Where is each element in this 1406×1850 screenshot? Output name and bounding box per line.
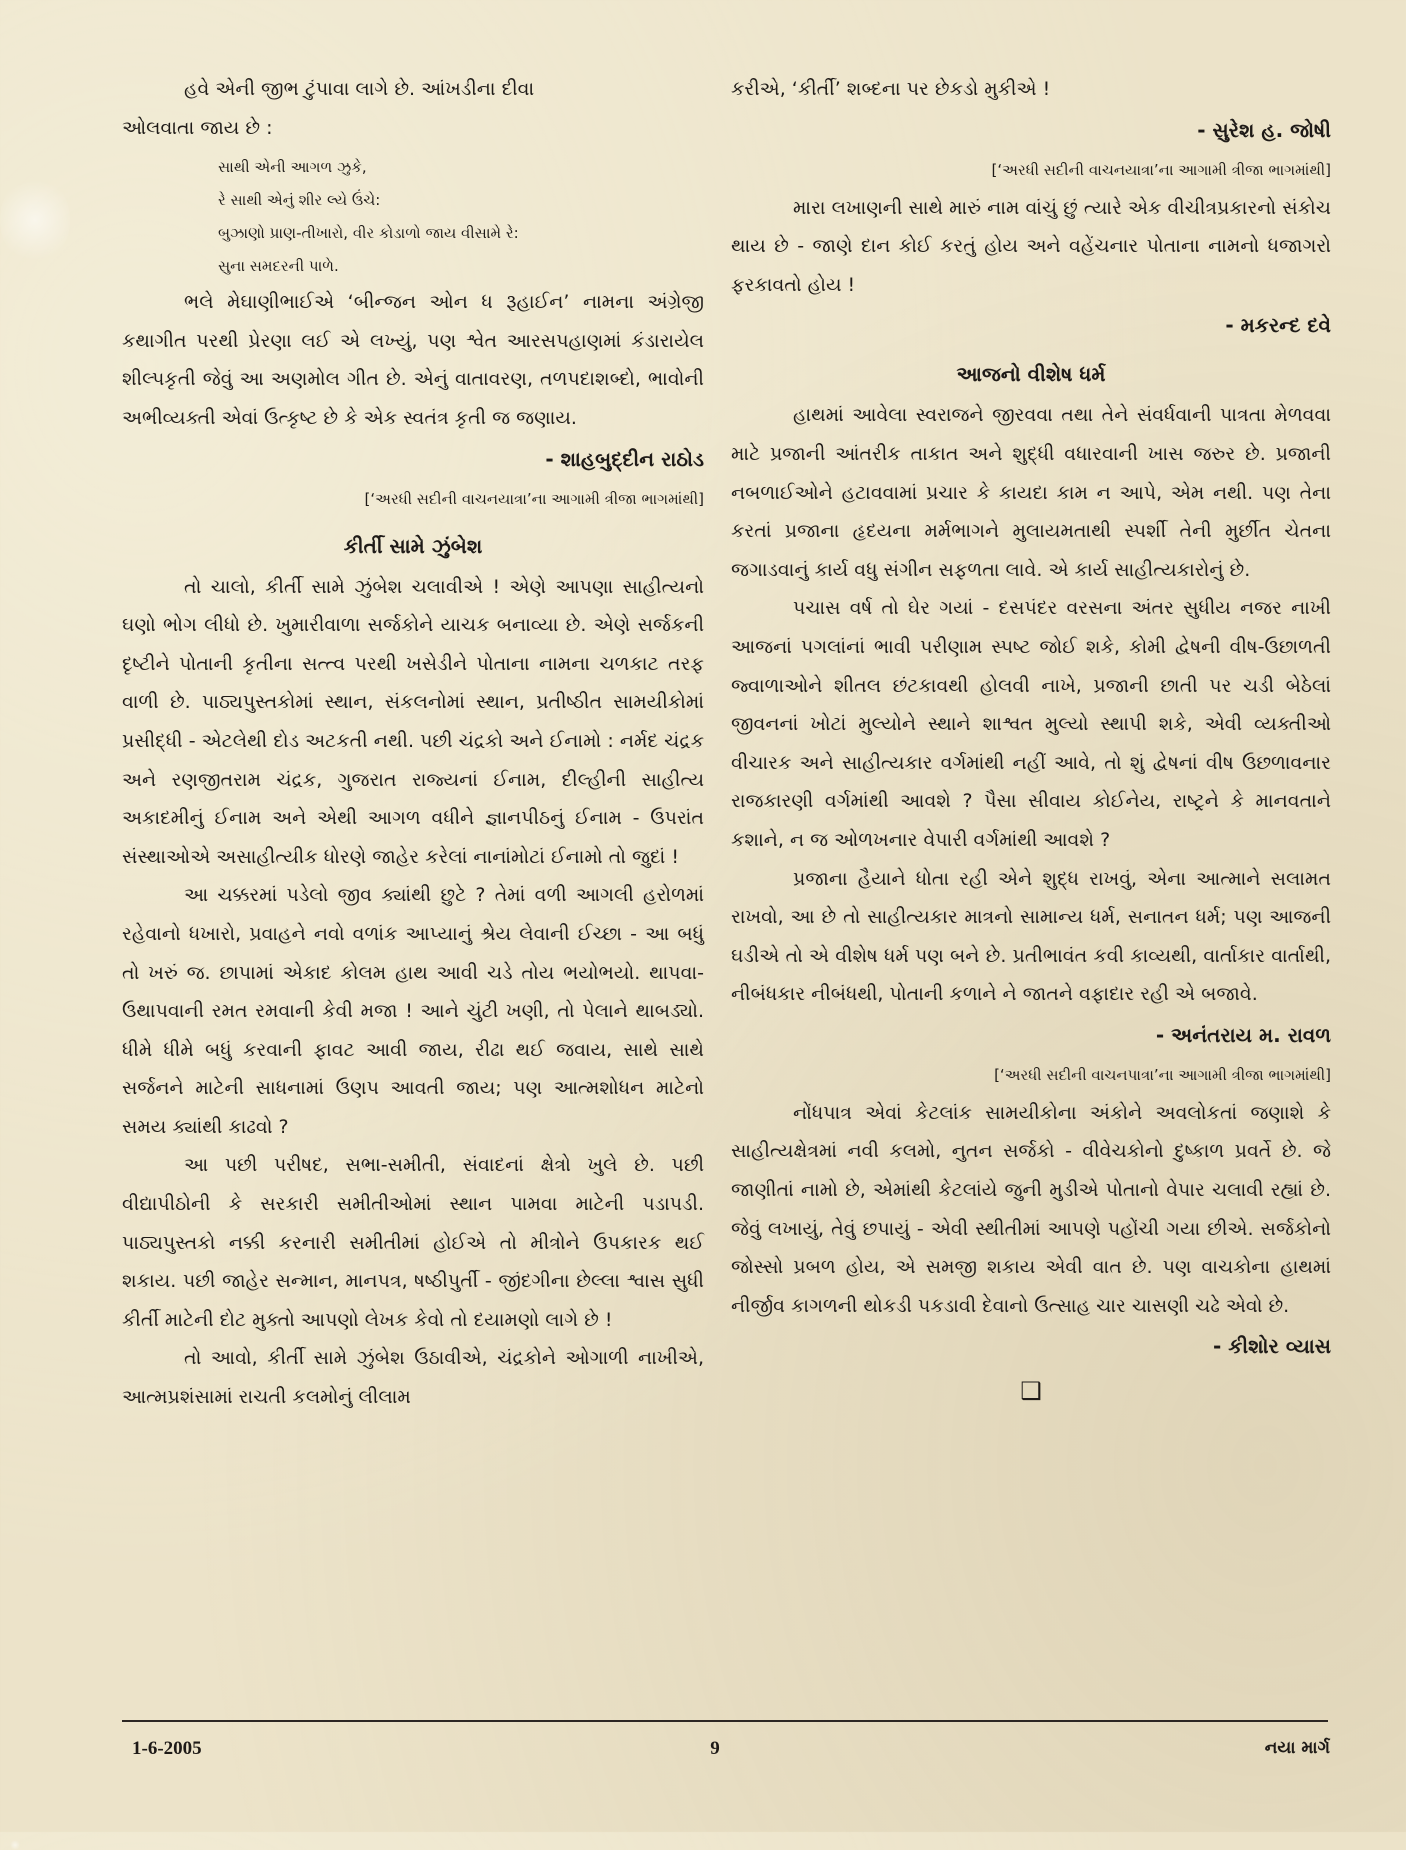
author-signature: - કીશોર વ્યાસ — [1213, 1334, 1331, 1359]
author-signature: - શાહબુદ્દીન રાઠોડ — [545, 446, 704, 471]
footer-date: 1-6-2005 — [132, 1738, 202, 1759]
poem-block — [218, 151, 704, 283]
paragraph: મારા લખાણની સાથે મારું નામ વાંચું છું ત્યારે એક વીચીત્રપ્રકારનો સંકોચ થાય છે - જાણે દાન કોઈ કરતું હોય અને વહેંચનાર પોતાના નામનો ધજાગરો ફરકાવતો હોય ! — [731, 196, 1331, 296]
poem-line: સુના સમદરની પાળે. — [218, 257, 339, 276]
end-mark-icon: ❑ — [1020, 1377, 1042, 1406]
author-signature: - મકરન્દ દવે — [1225, 313, 1331, 338]
author-signature: - સુરેશ હ. જોષી — [1197, 117, 1331, 142]
poem-line: બુઝાણો પ્રાણ-તીખારો, વીર કોડાળો જાય વીસામે રે: — [218, 224, 519, 243]
source-note: [‘અરધી સદીની વાચનયાત્રા’ના આગામી ત્રીજા ભાગમાંથી] — [991, 160, 1331, 179]
right-column — [731, 70, 1331, 1409]
paragraph: નોંધપાત્ર એવાં કેટલાંક સામયીકોના અંકોને અવલોકતાં જણાશે કે સાહીત્યક્ષેત્રમાં નવી કલમો, નુતન સર્જકો - વીવેચકોનો દુષ્કાળ પ્રવર્તે છે. જે જાણીતાં નામો છે, એમાંથી કેટલાંયે જુની મુડીએ પોતાનો વેપાર ચલાવી રહ્યાં છે. જેવું લખાયું, તેવું છપાયું - એવી સ્થીતીમાં આપણે પહોંચી ગયા છીએ. સર્જકોનો જોસ્સો પ્રબળ હોય, એ સમજી શકાય એવી વાત છે. પણ વાચકોના હાથમાં નીર્જીવ કાગળની થોકડી પકડાવી દેવાનો ઉત્સાહ ચાર ચાસણી ચઢે એવો છે. — [731, 1101, 1331, 1317]
paragraph: હાથમાં આવેલા સ્વરાજને જીરવવા તથા તેને સંવર્ધવાની પાત્રતા મેળવવા માટે પ્રજાની આંતરીક તાકાત અને શુદ્ધી વધારવાની ખાસ જરુર છે. પ્રજાની નબળાઈઓને હટાવવામાં પ્રચાર કે કાયદા કામ ન આપે, એમ નથી. પણ તેના કરતાં પ્રજાના હૃદયના મર્મભાગને મુલાયમતાથી સ્પર્શી તેની મુર્છીત ચેતના જગાડવાનું કાર્ય વધુ સંગીન સફળતા લાવે. એ કાર્ય સાહીત્યકારોનું છે. — [731, 404, 1331, 581]
paper-stain — [0, 175, 70, 265]
left-column — [122, 70, 704, 1417]
source-note: [‘અરધી સદીની વાચનપાત્રા’ના આગામી ત્રીજા ભાગમાંથી] — [994, 1065, 1331, 1084]
section-title: કીર્તી સામે ઝુંબેશ — [343, 533, 483, 558]
page-number: 9 — [710, 1738, 720, 1759]
paragraph: તો આવો, કીર્તી સામે ઝુંબેશ ઉઠાવીએ, ચંદ્રકોને ઓગાળી નાખીએ, આત્મપ્રશંસામાં રાચતી કલમોનું લીલામ — [122, 1347, 704, 1409]
intro-line: ઓલવાતા જાય છે : — [122, 116, 273, 139]
source-note: [‘અરધી સદીની વાચનયાત્રા’ના આગામી ત્રીજા ભાગમાંથી] — [364, 489, 704, 508]
paragraph: પ્રજાના હૈયાને ધોતા રહી એને શુદ્ધ રાખવું, એના આત્માને સલામત રાખવો, આ છે તો સાહીત્યકાર માત્રનો સામાન્ય ધર્મ, સનાતન ધર્મ; પણ આજની ઘડીએ તો એ વીશેષ ધર્મ પણ બને છે. પ્રતીભાવંત કવી કાવ્યથી, વાર્તાકાર વાર્તાથી, નીબંધકાર નીબંધથી, પોતાની કળાને ને જાતને વફાદાર રહી એ બજાવે. — [731, 867, 1331, 1006]
poem-line: રે સાથી એનું શીર લ્યે ઉંચે: — [218, 191, 381, 210]
magazine-name: નયા માર્ગ — [1264, 1738, 1330, 1758]
paragraph: આ ચક્કરમાં પડેલો જીવ ક્યાંથી છુટે ? તેમાં વળી આગલી હરોળમાં રહેવાનો ધખારો, પ્રવાહને નવો વળાંક આપ્યાનું શ્રેય લેવાની ઈચ્છા - આ બધું તો ખરું જ. છાપામાં એકાદ કોલમ હાથ આવી ચડે તોય ભયોભયો. થાપવા-ઉથાપવાની રમત રમવાની કેવી મજા ! આને ચુંટી ખણી, તો પેલાને થાબડ્યો. ધીમે ધીમે બધું કરવાની ફાવટ આવી જાય, રીઢા થઈ જવાય, સાથે સાથે સર્જનને માટેની સાધનામાં ઉણપ આવતી જાય; પણ આત્મશોધન માટેનો સમય ક્યાંથી કાઢવો ? — [122, 884, 704, 1138]
footer-rule — [122, 1720, 1328, 1722]
section-title: આજનો વીશેષ ધર્મ — [956, 362, 1106, 387]
author-signature: - અનંતરાય મ. રાવળ — [1155, 1022, 1331, 1047]
paragraph: પચાસ વર્ષ તો ઘેર ગયાં - દસપંદર વરસના અંતર સુધીય નજર નાખી આજનાં પગલાંનાં ભાવી પરીણામ સ્પષ્ટ જોઈ શકે, કોમી દ્વેષની વીષ-ઉછાળતી જ્વાળાઓને શીતલ છંટકાવથી હોલવી નાખે, પ્રજાની છાતી પર ચડી બેઠેલાં જીવનનાં ખોટાં મુલ્યોને સ્થાને શાશ્વત મુલ્યો સ્થાપી શકે, એવી વ્યક્તીઓ વીચારક અને સાહીત્યકાર વર્ગમાંથી નહીં આવે, તો શું દ્વેષનાં વીષ ઉછળાવનાર રાજકારણી વર્ગમાંથી આવશે ? પૈસા સીવાય કોઈનેય, રાષ્ટ્રને કે માનવતાને કશાને, ન જ ઓળખનાર વેપારી વર્ગમાંથી આવશે ? — [731, 597, 1331, 851]
continued-line: કરીએ, ‘કીર્તી’ શબ્દના પર છેકડો મુકીએ ! — [731, 78, 1051, 100]
poem-line: સાથી એની આગળ ઝુકે, — [218, 158, 367, 177]
paper-stain — [10, 1840, 20, 1850]
paragraph: ભલે મેઘાણીભાઈએ ‘બીન્જન ઓન ધ રૂહાઈન’ નામના અંગ્રેજી કથાગીત પરથી પ્રેરણા લઈ એ લખ્યું, પણ શ્વેત આરસપહાણમાં કંડારાયેલ શીલ્પકૃતી જેવું આ અણમોલ ગીત છે. એનું વાતાવરણ, તળપદાશબ્દો, ભાવોની અભીવ્યક્તી એવાં ઉત્કૃષ્ટ છે કે એક સ્વતંત્ર કૃતી જ જણાય. — [122, 291, 704, 429]
paragraph: તો ચાલો, કીર્તી સામે ઝુંબેશ ચલાવીએ ! એણે આપણા સાહીત્યનો ઘણો ભોગ લીધો છે. ખુમારીવાળા સર્જકોને યાચક બનાવ્યા છે. એણે સર્જકની દૃષ્ટીને પોતાની કૃતીના સત્ત્વ પરથી ખસેડીને પોતાના નામના ચળકાટ તરફ વાળી છે. પાઠ્યપુસ્તકોમાં સ્થાન, સંકલનોમાં સ્થાન, પ્રતીષ્ઠીત સામયીકોમાં પ્રસીદ્ધી - એટલેથી દોડ અટકતી નથી. પછી ચંદ્રકો અને ઈનામો : નર્મદ ચંદ્રક અને રણજીતરામ ચંદ્રક, ગુજરાત રાજ્યનાં ઈનામ, દીલ્હીની સાહીત્ય અકાદમીનું ઈનામ અને એથી આગળ વધીને જ્ઞાનપીઠનું ઈનામ - ઉપરાંત સંસ્થાઓએ અસાહીત્યીક ધોરણે જાહેર કરેલાં નાનાંમોટાં ઈનામો તો જુદાં ! — [122, 575, 704, 868]
intro-line: હવે એની જીભ ટુંપાવા લાગે છે. આંખડીના દીવા — [184, 78, 535, 100]
paragraph: આ પછી પરીષદ, સભા-સમીતી, સંવાદનાં ક્ષેત્રો ખુલે છે. પછી વીદ્યાપીઠોની કે સરકારી સમીતીઓમાં સ્થાન પામવા માટેની પડાપડી. પાઠ્યપુસ્તકો નક્કી કરનારી સમીતીમાં હોઈએ તો મીત્રોને ઉપકારક થઈ શકાય. પછી જાહેર સન્માન, માનપત્ર, ષષ્ઠીપુર્તી - જીંદગીના છેલ્લા શ્વાસ સુધી કીર્તી માટેની દોટ મુક્તો આપણો લેખક કેવો તો દયામણો લાગે છે ! — [122, 1154, 704, 1331]
